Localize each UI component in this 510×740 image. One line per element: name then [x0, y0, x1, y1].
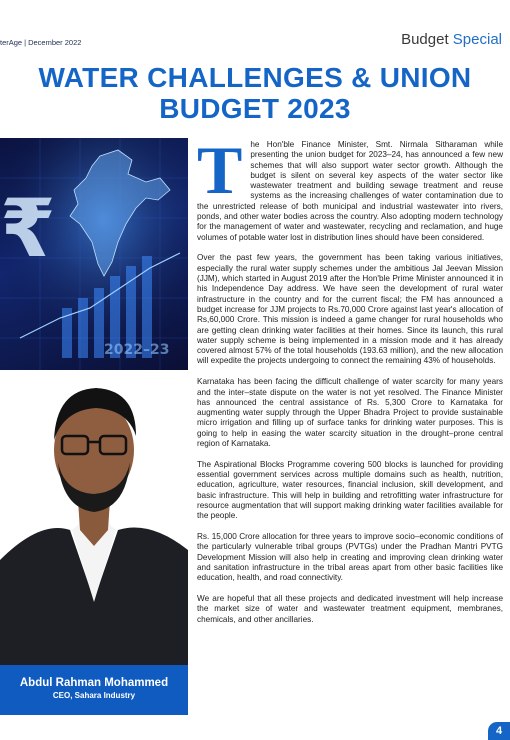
section-accent: Special — [452, 31, 502, 48]
author-name: Abdul Rahman Mohammed — [19, 677, 169, 689]
paragraph-3: Karnataka has been facing the difficult challenge of water scarcity for many years and the inter–state dispute on the water is not yet resolved. The Finance Minister has announced the central assistance of Rs. 5,300 Crore to Karnataka for augmenting water supply through the Upper Bhadra Project to provide sustainable micro irrigation and filling up of surface tanks for drinking water purposes. This is going to help in easing the water scarcity situation in the drought–prone central region of Karnataka. — [197, 377, 503, 449]
author-role: CEO, Sahara Industry — [52, 691, 136, 700]
hero-illustration — [0, 138, 188, 370]
budget-hero-image — [0, 138, 188, 370]
paragraph-6: We are hopeful that all these projects and dedicated investment will help increase the market size of water and wastewater treatment equipment, membranes, chemicals, and other ancillaries. — [197, 594, 503, 624]
paragraph-4: The Aspirational Blocks Programme covering 500 blocks is launched for providing essential government services across multiple domains such as health, nutrition, education, agriculture, water resources, financial inclusion, skill development, and basic infrastructure. This will help in building and retrofitting water infrastructure for resource augmentation that will support making drinking water facilities available for the people. — [197, 459, 503, 521]
section-label — [401, 31, 502, 48]
issue-date: December 2022 — [28, 38, 82, 47]
issue-line: terAge | December 2022 — [0, 38, 82, 47]
article-title — [0, 62, 510, 124]
magazine-name: terAge — [0, 38, 23, 47]
paragraph-1: The Hon'ble Finance Minister, Smt. Nirmala Sitharaman while presenting the union budget for 2023–24, has announced a few new schemes that will also support water sector growth. Although the budget is silent on several key aspects of the water sector like wastewater treatment and building sewage treatment and reuse systems as the increasing challenges of water contamination due to the unrestricted release of both municipal and industrial wastewater into rivers, ponds, and other water bodies across the country. Also adopting modern technology for the management of water and wastewater, recycling and reclamation, and huge volumes of potable water lost in distribution lines should have been considered. — [197, 132, 503, 242]
title-line-2: BUDGET 2023 — [159, 93, 351, 124]
drop-cap: T — [197, 132, 243, 208]
author-photo — [0, 370, 188, 665]
page-number: 4 — [488, 722, 510, 740]
section-main: Budget — [401, 31, 449, 48]
rupee-icon: ₹ — [0, 182, 56, 275]
paragraph-5: Rs. 15,000 Crore allocation for three years to improve socio–economic conditions of the particularly vulnerable tribal groups (PVTGs) under the Pradhan Mantri PVTG Development Mission will also help in creating and improving clean drinking water and sanitation infrastructure in the tribal areas apart from other basic facilities like education, health, and road connectivity. — [197, 532, 503, 583]
title-line-1: WATER CHALLENGES & UNION — [38, 62, 472, 93]
author-caption — [0, 665, 188, 715]
paragraph-2: Over the past few years, the government has been taking various initiatives, especially the rural water supply schemes under the ambitious Jal Jeevan Mission (JJM), which started in August 2019 after the Hon'ble Prime Minister announced it in his Independence Day address. We have seen the development of rural water infrastructure in the country and for the current fiscal; the FM has announced a budget increase for JJM projects to Rs.70,000 Crore against last year's allocation of Rs,60,000 Crore. This mission is indeed a game changer for rural households who are getting clean drinking water facilities at their homes. Since its launch, this rural water supply scheme is being implemented in a mission mode and it has already covered almost 57% of the total households (193.63 million), and the new allocation will expedite the projects undergoing to connect the remaining 43% of households. — [197, 253, 503, 366]
hero-overlay-year: 2022–23 — [104, 342, 170, 358]
article-body — [197, 132, 503, 635]
page-header — [0, 0, 510, 56]
